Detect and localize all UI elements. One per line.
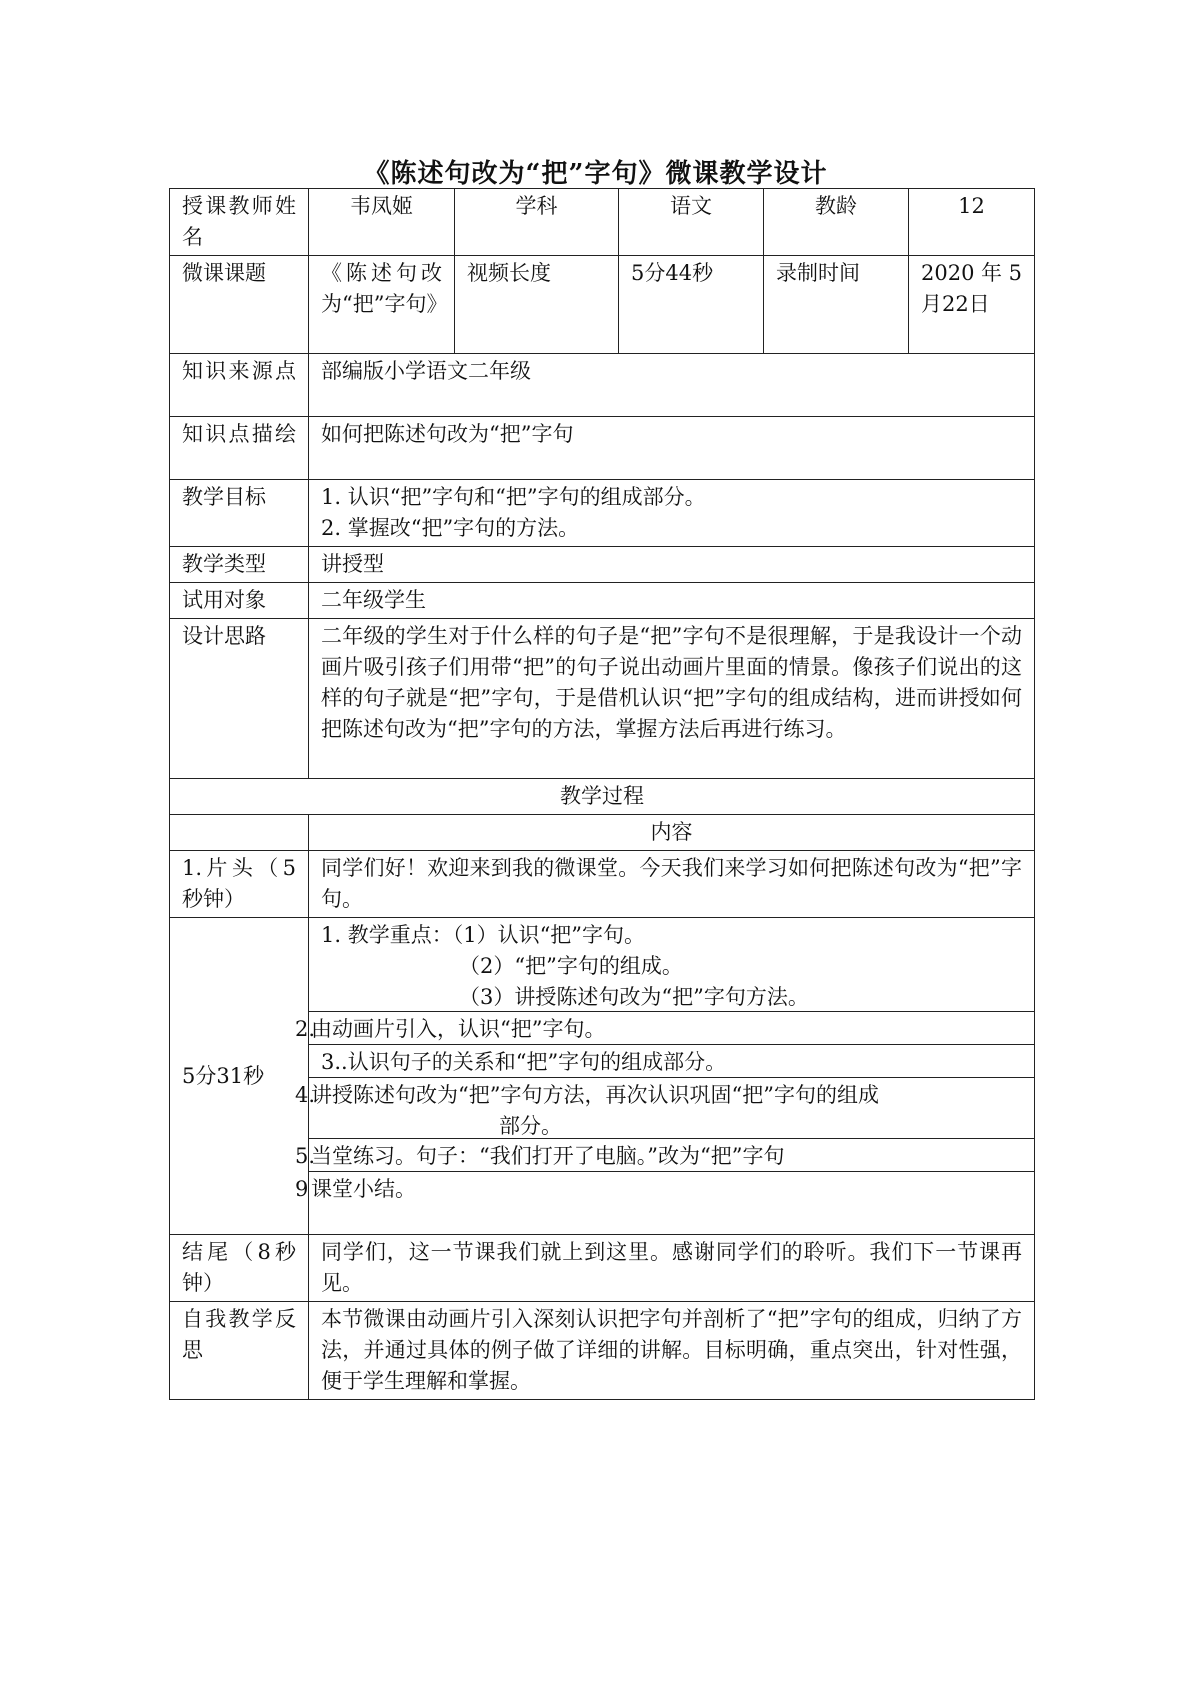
goals-label: 教学目标 [170,480,309,547]
lesson-design-table [169,188,1035,1400]
step-row [309,1045,1034,1078]
step-text: 由动画片引入，认识“把”字句。 [311,1017,606,1041]
goal-item-2: 2. 掌握改“把”字句的方法。 [321,516,580,540]
step-row [295,1172,1034,1234]
target-value: 二年级学生 [309,583,1035,619]
page-title: 《陈述句改为“把”字句》微课教学设计 [363,159,828,189]
reflection-value: 本节微课由动画片引入深刻认识把字句并剖析了“把”字句的组成，归纳了方法，并通过具体的例子做了详细的讲解。目标明确，重点突出，针对性强，便于学生理解和掌握。 [309,1302,1035,1400]
teacher-name: 韦凤姬 [309,189,455,256]
main-part-content [295,918,1035,1235]
subject-label: 学科 [455,189,619,256]
record-time-label: 录制时间 [764,256,909,354]
process-header: 教学过程 [170,779,1035,815]
focus-line-2: （2）“把”字句的组成。 [459,954,683,978]
subject-value: 语文 [619,189,764,256]
topic-value: 《陈述句改为“把”字句》 [309,256,455,354]
type-value: 讲授型 [309,547,1035,583]
teaching-age-value: 12 [909,189,1035,256]
ending-value: 同学们，这一节课我们就上到这里。感谢同学们的聆听。我们下一节课再见。 [309,1235,1035,1302]
step-number: 9 [295,1177,309,1201]
step-row [295,1139,1034,1172]
step-row [295,1012,1034,1045]
goal-item-1: 1. 认识“把”字句和“把”字句的组成部分。 [321,485,706,509]
opening-value: 同学们好！欢迎来到我的微课堂。今天我们来学习如何把陈述句改为“把”字句。 [309,851,1035,918]
source-value: 部编版小学语文二年级 [309,354,1035,417]
step-text: 当堂练习。句子：“我们打开了电脑。”改为“把”字句 [311,1144,785,1168]
target-label: 试用对象 [170,583,309,619]
focus-line-3: （3）讲授陈述句改为“把”字句方法。 [459,985,809,1009]
teaching-age-label: 教龄 [764,189,909,256]
focus-block [309,918,1034,1012]
step-row [295,1078,1034,1139]
step-text: 3..认识句子的关系和“把”字句的组成部分。 [321,1050,727,1074]
source-label: 知识来源点 [170,354,309,417]
focus-line-1: 1. 教学重点：（1）认识“把”字句。 [321,923,646,947]
video-length-value: 5分44秒 [619,256,764,354]
main-part-label: 5分31秒 [170,918,309,1235]
design-label: 设计思路 [170,619,309,779]
step-number: 5. [295,1144,316,1168]
teacher-label: 授课教师姓名 [170,189,309,256]
ending-label: 结尾（8秒钟） [170,1235,309,1302]
design-value: 二年级的学生对于什么样的句子是“把”字句不是很理解，于是我设计一个动画片吸引孩子们用带“把”的句子说出动画片里面的情景。像孩子们说出的这样的句子就是“把”字句，于是借机认识“把”字句的组成结构，进而讲授如何把陈述句改为“把”字句的方法，掌握方法后再进行练习。 [309,619,1035,779]
content-header: 内容 [309,815,1035,851]
topic-label: 微课课题 [170,256,309,354]
step-number: 4. [295,1083,316,1107]
step-text: 讲授陈述句改为“把”字句方法，再次认识巩固“把”字句的组成 [311,1083,879,1107]
description-label: 知识点描绘 [170,417,309,480]
record-time-value: 2020年5月22日 [909,256,1035,354]
goals-value [309,480,1035,547]
step-text-continued: 部分。 [499,1114,562,1138]
step-text: 课堂小结。 [311,1177,416,1201]
reflection-label: 自我教学反思 [170,1302,309,1400]
video-length-label: 视频长度 [455,256,619,354]
step-number: 2. [295,1017,316,1041]
type-label: 教学类型 [170,547,309,583]
opening-label: 1.片头（5秒钟） [170,851,309,918]
content-header-blank [170,815,309,851]
description-value: 如何把陈述句改为“把”字句 [309,417,1035,480]
